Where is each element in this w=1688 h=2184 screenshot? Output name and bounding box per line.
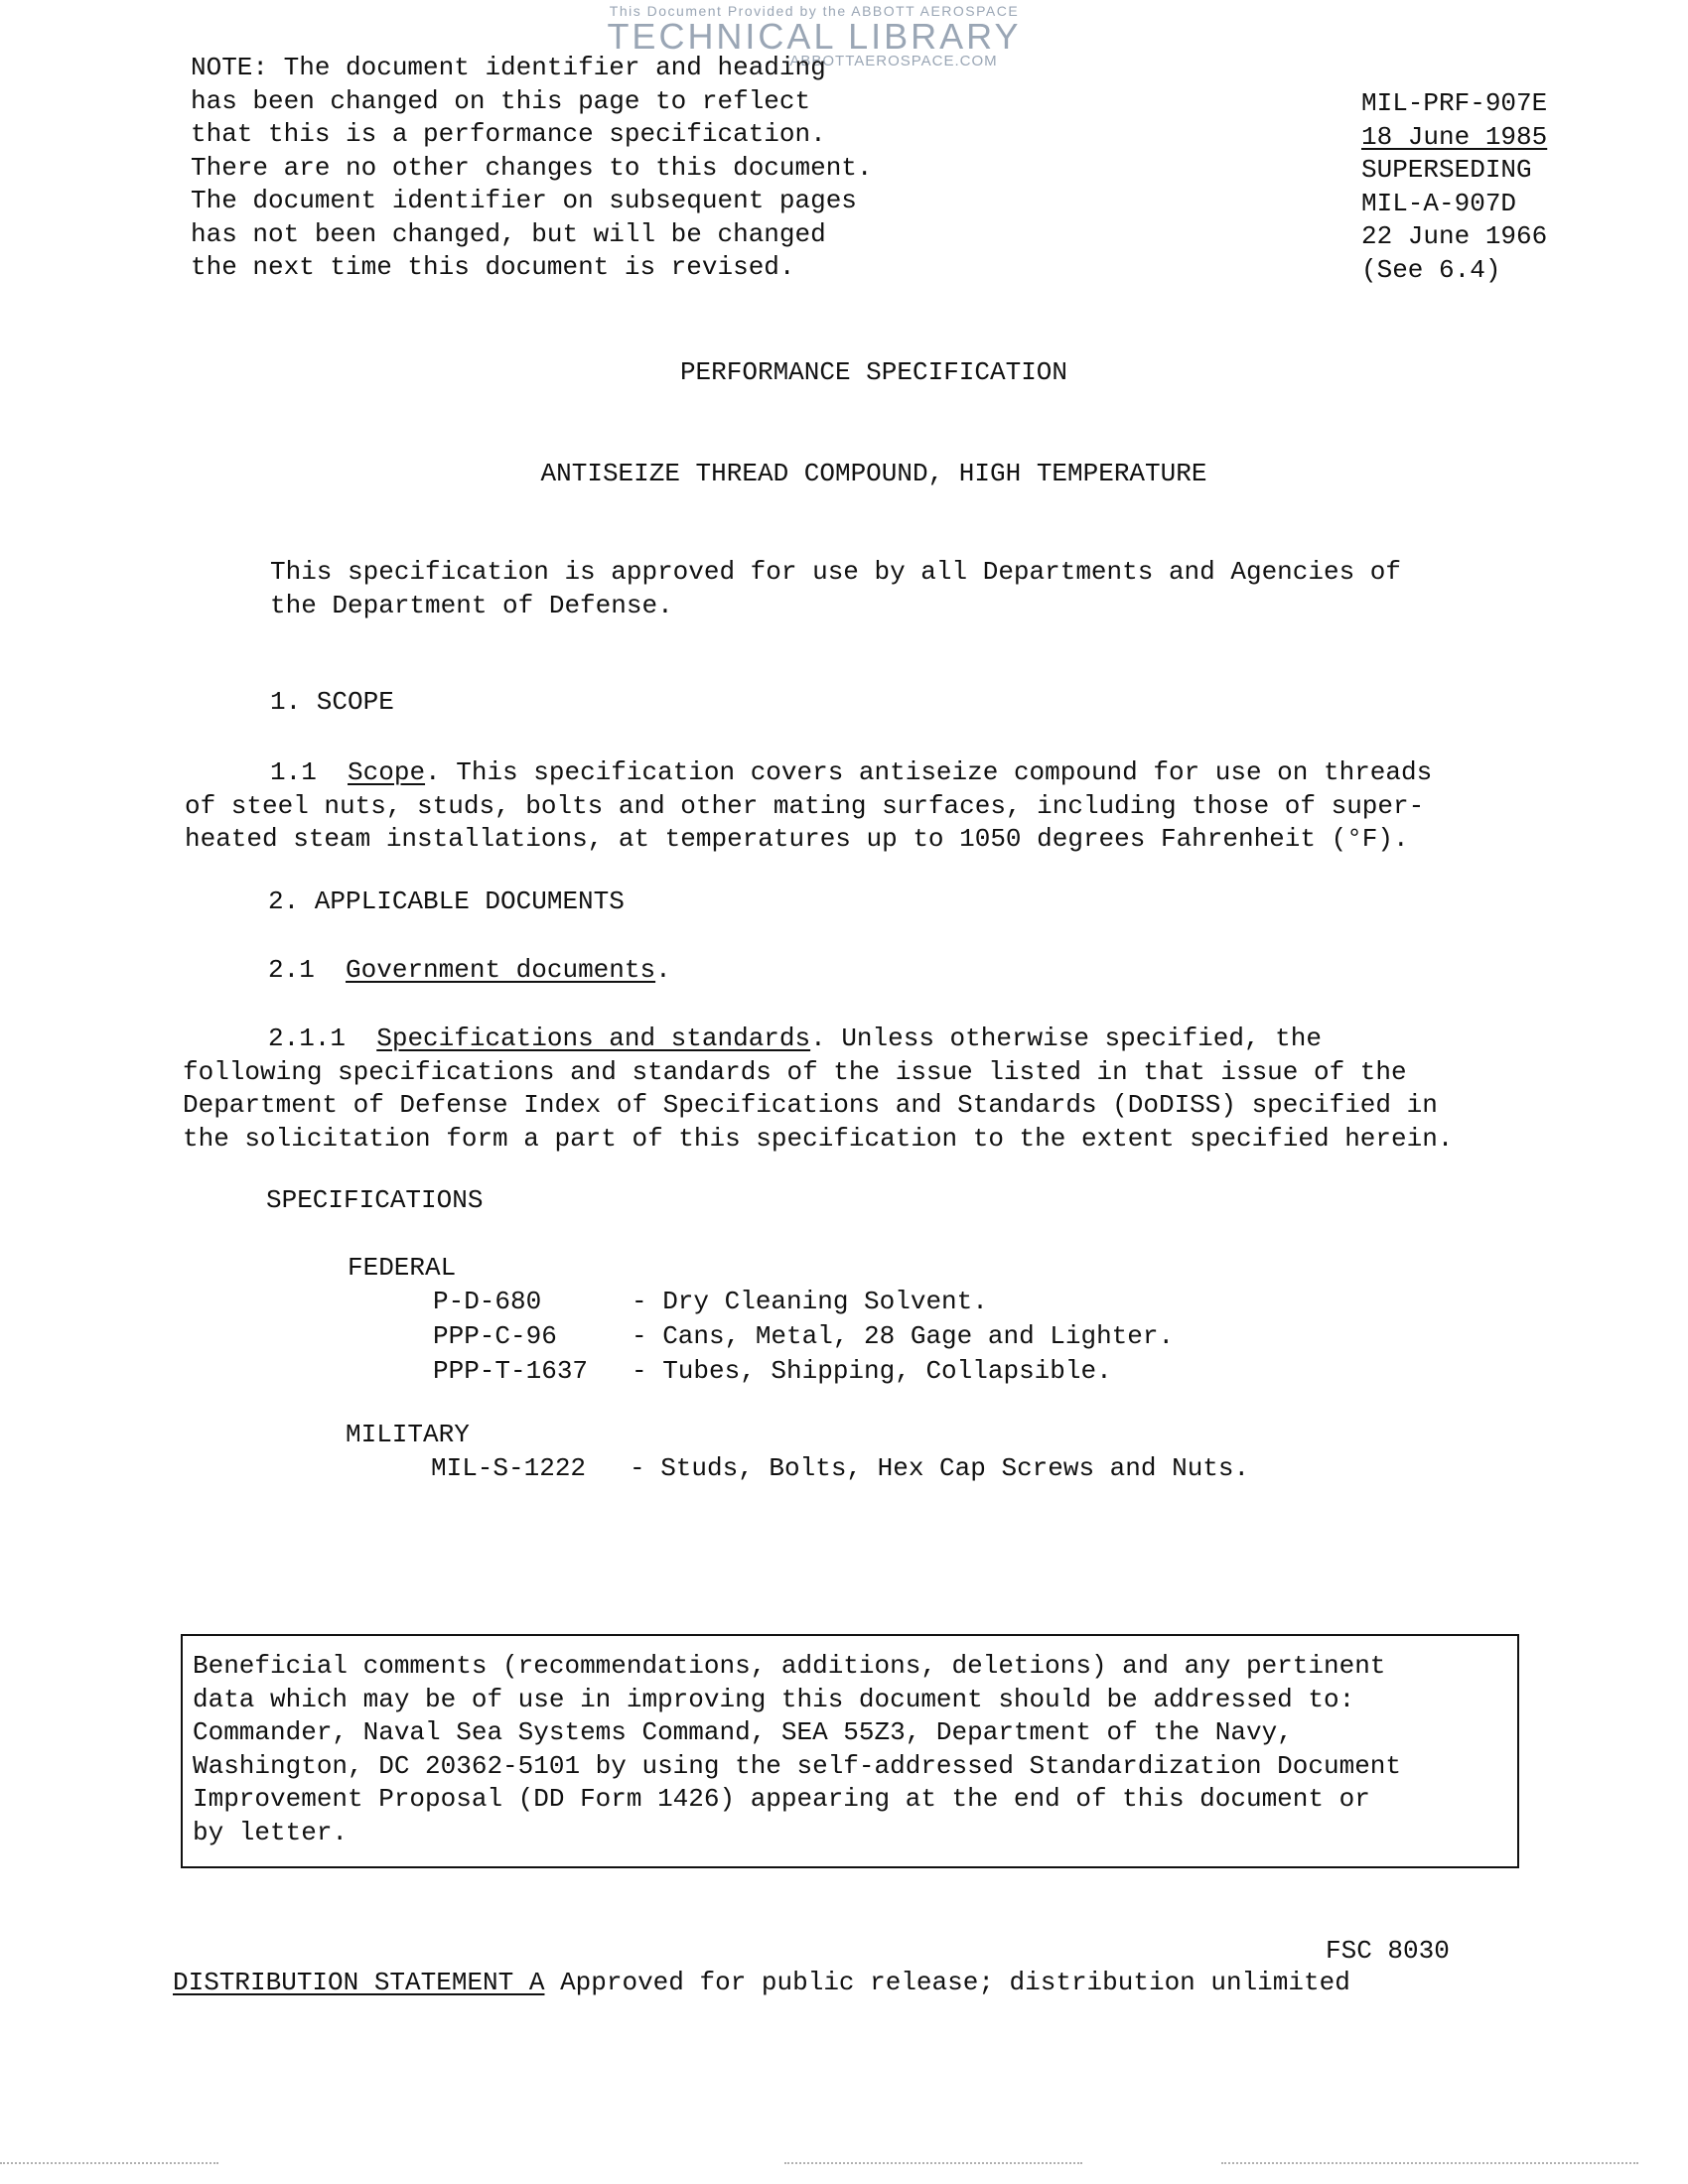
section-heading-scope: 1. SCOPE <box>270 687 394 717</box>
distribution-statement <box>173 1968 1350 1997</box>
scan-edge-dots <box>784 2162 1082 2164</box>
spec-id: MIL-S-1222 <box>431 1453 587 1483</box>
distribution-text: Approved for public release; distribution unlimited <box>544 1968 1350 1997</box>
note-line: has not been changed, but will be changed <box>191 218 826 249</box>
paragraph-title: Specifications and standards <box>376 1024 811 1053</box>
spec-id: PPP-T-1637 <box>433 1356 589 1386</box>
scan-edge-dots <box>0 2162 218 2164</box>
paragraph-2-1 <box>268 955 671 985</box>
note-line: The document identifier on subsequent pages <box>191 186 857 215</box>
paragraph-line: heated steam installations, at temperatures up to 1050 degrees Fahrenheit (°F). <box>185 824 1409 854</box>
spec-id: P-D-680 <box>433 1287 542 1316</box>
document-date: 18 June 1985 <box>1361 121 1548 152</box>
paragraph-line: the solicitation form a part of this specification to the extent specified herein. <box>183 1123 1454 1154</box>
document-identifier-block <box>1361 87 1547 287</box>
spec-description: - Dry Cleaning Solvent. <box>632 1287 988 1316</box>
watermark-title: TECHNICAL LIBRARY <box>607 16 1022 57</box>
see-reference: (See 6.4) <box>1361 254 1501 285</box>
comments-line: Commander, Naval Sea Systems Command, SEA 55Z3, Department of the Navy, <box>193 1717 1293 1747</box>
scan-edge-dots <box>1221 2162 1638 2164</box>
paragraph-text: . Unless otherwise specified, the <box>810 1024 1322 1053</box>
paragraph-number: 1.1 <box>270 757 317 787</box>
spec-description: - Cans, Metal, 28 Gage and Lighter. <box>632 1321 1175 1351</box>
paragraph-line: of steel nuts, studs, bolts and other mating surfaces, including those of super- <box>185 790 1425 821</box>
comments-line: by letter. <box>193 1817 349 1847</box>
note-line: that this is a performance specification. <box>191 119 826 149</box>
approval-statement <box>270 556 1401 622</box>
watermark-url: ABBOTTAEROSPACE.COM <box>789 53 998 69</box>
comments-line: Improvement Proposal (DD Form 1426) appearing at the end of this document or <box>193 1784 1370 1814</box>
superseded-id: MIL-A-907D <box>1361 188 1517 218</box>
paragraph-first-line <box>185 756 1432 790</box>
paragraph-1-1 <box>185 756 1432 857</box>
federal-heading: FEDERAL <box>348 1253 457 1283</box>
comments-box <box>181 1634 1519 1868</box>
paragraph-2-1-1 <box>183 1023 1453 1156</box>
document-id: MIL-PRF-907E <box>1361 88 1548 118</box>
distribution-label: DISTRIBUTION STATEMENT A <box>173 1968 545 1997</box>
approval-line: This specification is approved for use by all Departments and Agencies of <box>270 557 1401 587</box>
paragraph-title: Scope <box>348 757 426 787</box>
comments-line: data which may be of use in improving this document should be addressed to: <box>193 1684 1355 1714</box>
note-line: has been changed on this page to reflect <box>191 85 811 116</box>
spec-id: PPP-C-96 <box>433 1321 557 1351</box>
note-line: NOTE: The document identifier and heading <box>191 53 826 82</box>
superseded-date: 22 June 1966 <box>1361 221 1548 251</box>
paragraph-punctuation: . <box>655 955 671 985</box>
specifications-heading: SPECIFICATIONS <box>266 1185 484 1215</box>
section-heading-applicable-documents: 2. APPLICABLE DOCUMENTS <box>268 887 625 916</box>
military-heading: MILITARY <box>346 1420 470 1449</box>
approval-line: the Department of Defense. <box>270 590 673 620</box>
fsc-code: FSC 8030 <box>1326 1936 1450 1966</box>
paragraph-number: 2.1 <box>268 955 315 985</box>
paragraph-line: Department of Defense Index of Specifications and Standards (DoDISS) specified in <box>183 1090 1438 1120</box>
comments-line: Beneficial comments (recommendations, additions, deletions) and any pertinent <box>193 1651 1386 1681</box>
note-line: the next time this document is revised. <box>191 252 795 282</box>
revision-note <box>191 52 873 285</box>
paragraph-first-line <box>183 1023 1453 1056</box>
watermark-top: This Document Provided by the ABBOTT AEROSPACE <box>609 3 1020 19</box>
note-line: There are no other changes to this document. <box>191 152 873 183</box>
spec-description: - Studs, Bolts, Hex Cap Screws and Nuts. <box>630 1453 1250 1483</box>
paragraph-text: . This specification covers antiseize compound for use on threads <box>425 757 1433 787</box>
document-title: ANTISEIZE THREAD COMPOUND, HIGH TEMPERATURE <box>540 459 1207 488</box>
paragraph-number: 2.1.1 <box>268 1024 347 1053</box>
document-type-title: PERFORMANCE SPECIFICATION <box>679 357 1068 387</box>
superseding-label: SUPERSEDING <box>1361 155 1532 185</box>
comments-line: Washington, DC 20362-5101 by using the self-addressed Standardization Document <box>193 1750 1401 1781</box>
spec-description: - Tubes, Shipping, Collapsible. <box>632 1356 1112 1386</box>
paragraph-line: following specifications and standards of the issue listed in that issue of the <box>183 1056 1407 1087</box>
paragraph-title: Government documents <box>346 955 656 985</box>
